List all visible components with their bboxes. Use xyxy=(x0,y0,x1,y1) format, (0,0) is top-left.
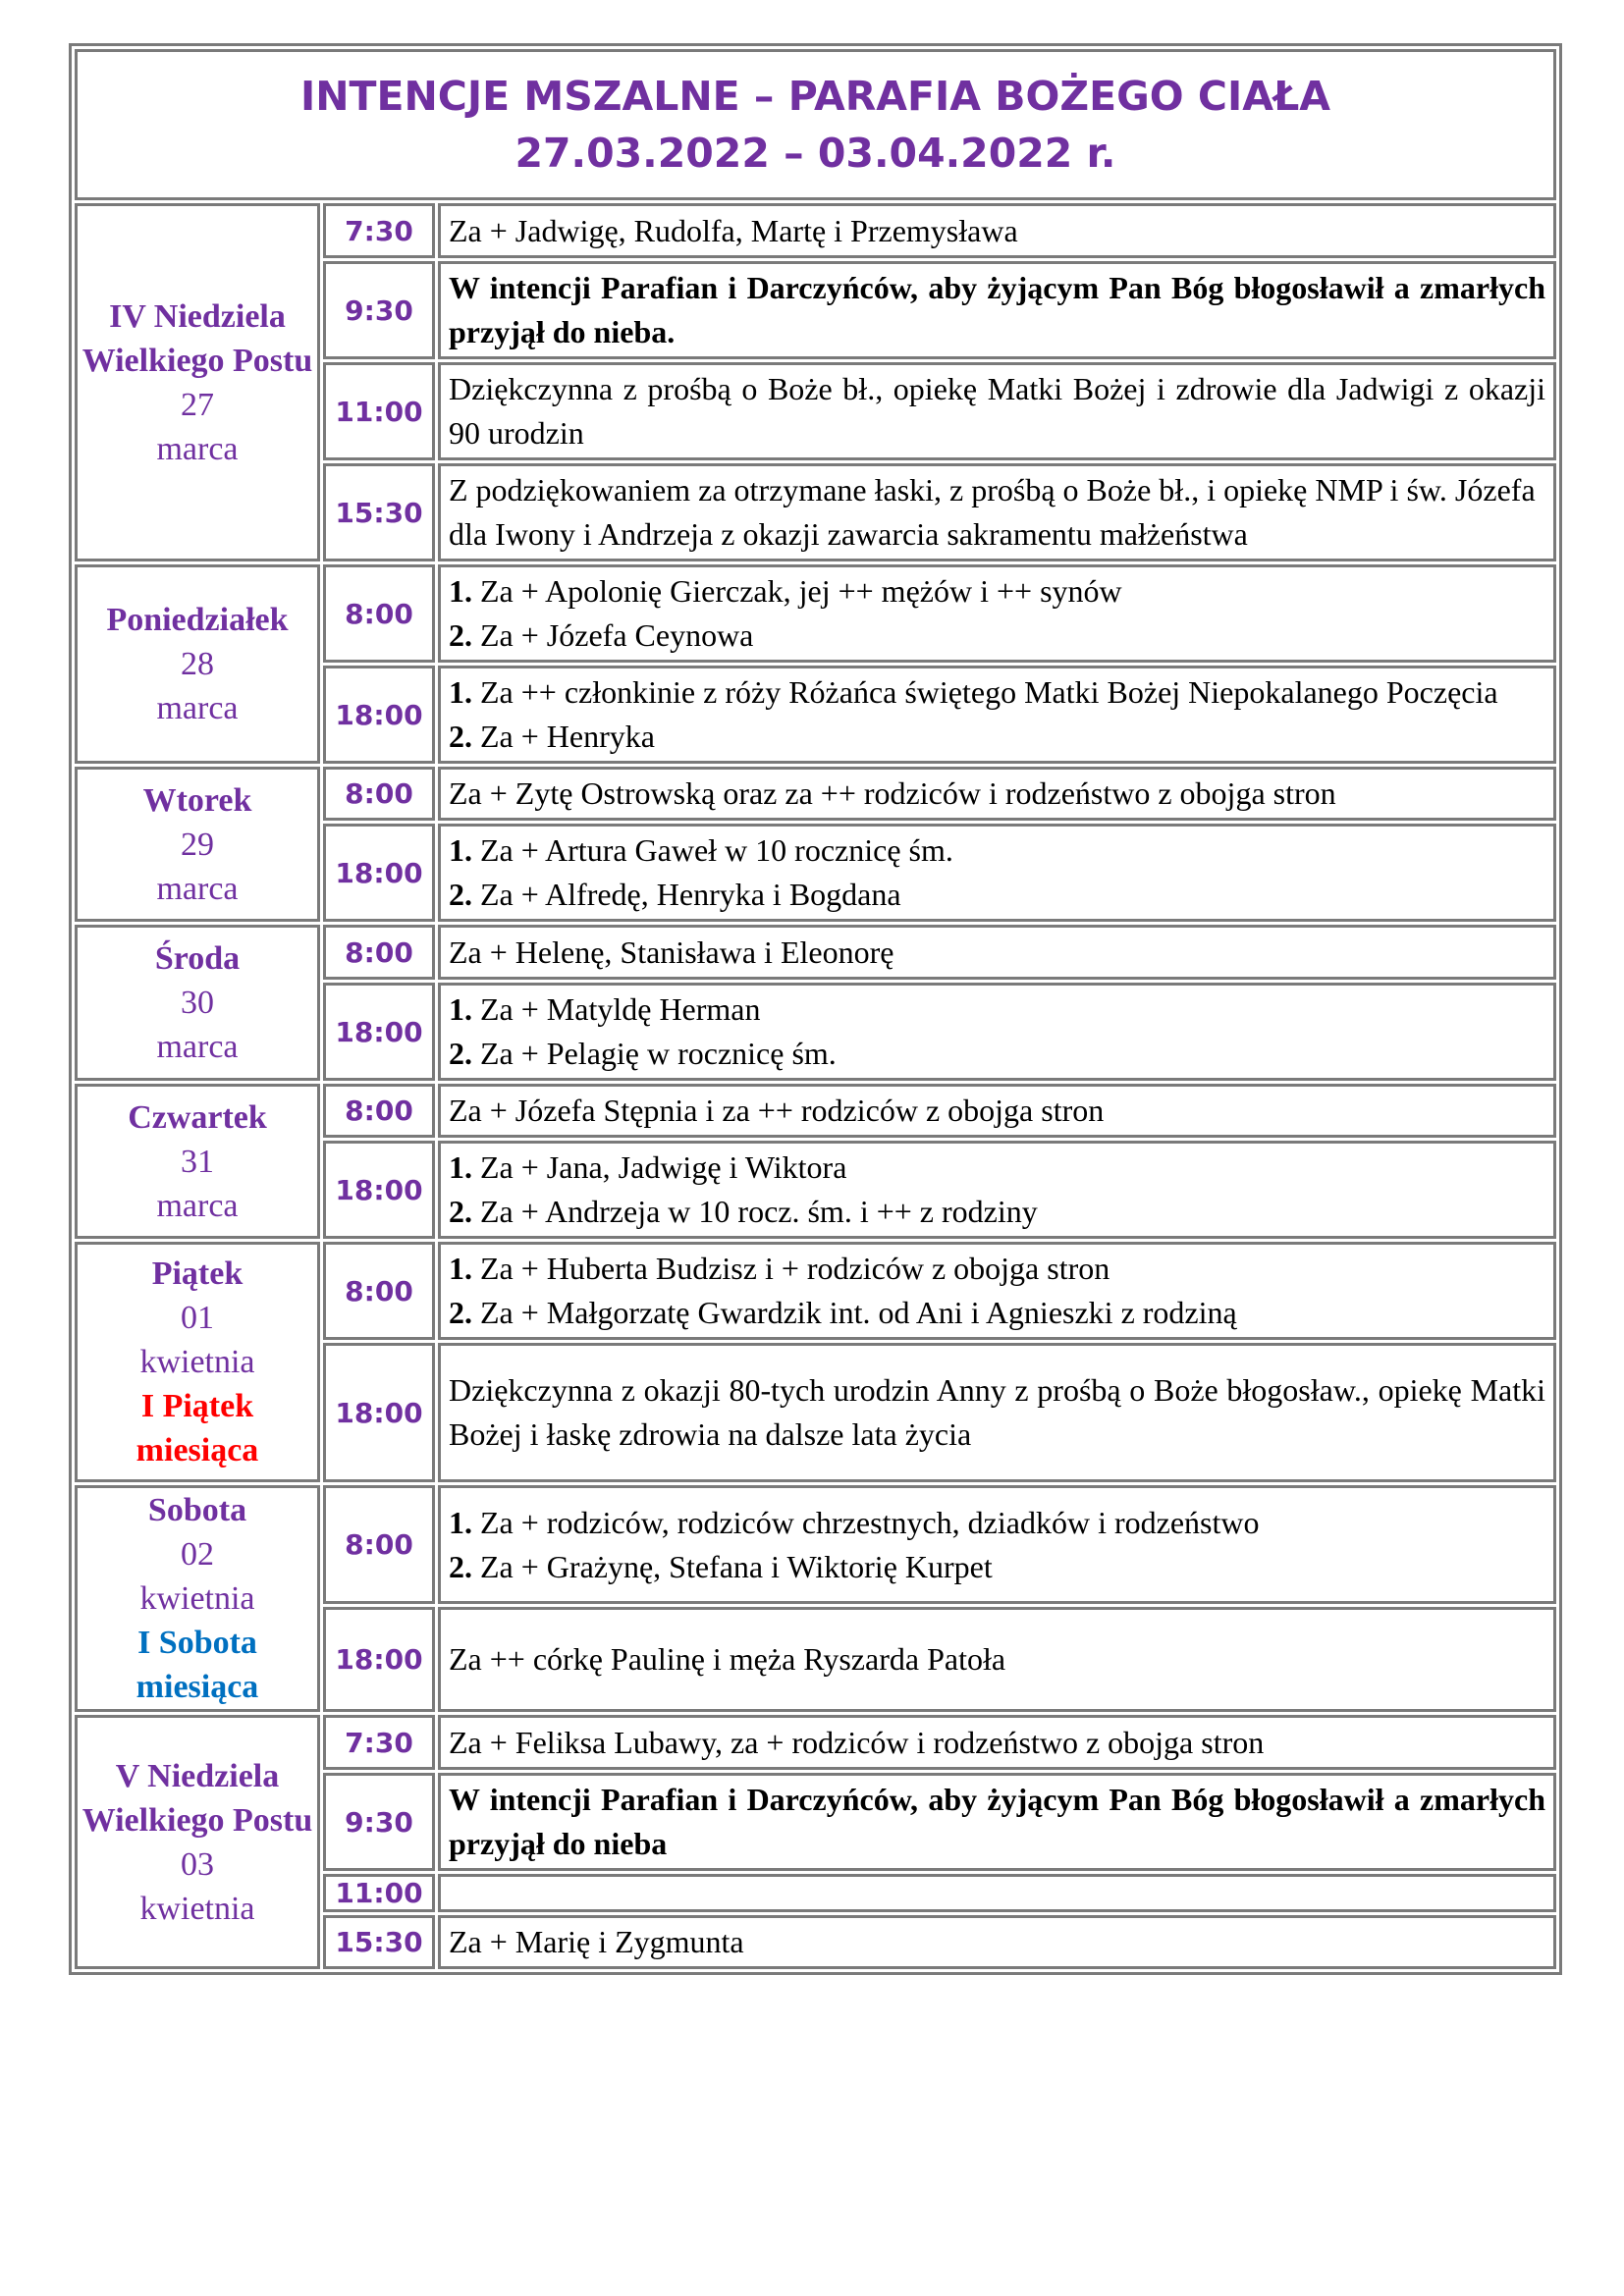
intention-item xyxy=(449,209,1545,253)
intention-item xyxy=(449,1501,1545,1545)
intention-text: Za + Alfredę, Henryka i Bogdana xyxy=(472,877,901,912)
intention-text: W intencji Parafian i Darczyńców, aby żyjącym Pan Bóg błogosławił a zmarłych przyjął do nieba. xyxy=(449,270,1545,349)
day-date: 01 xyxy=(181,1300,214,1336)
intention-text: Za + Matyldę Herman xyxy=(472,991,761,1027)
intention-text: Za + Zytę Ostrowską oraz za ++ rodziców i rodzeństwo z obojga stron xyxy=(449,775,1336,811)
mass-row xyxy=(75,1084,1556,1138)
day-date: 02 xyxy=(181,1536,214,1573)
intention-text: Za ++ członkinie z róży Różańca świętego Matki Bożej Niepokalanego Poczęcia xyxy=(472,674,1498,710)
day-month: kwietnia xyxy=(139,1890,255,1927)
intention-item xyxy=(449,1032,1545,1076)
day-name: Sobota xyxy=(147,1492,247,1528)
day-cell xyxy=(75,1485,320,1712)
page-title: INTENCJE MSZALNE – PARAFIA BOŻEGO CIAŁA xyxy=(299,73,1331,120)
mass-row xyxy=(75,1242,1556,1340)
intention-number: 2. xyxy=(449,1548,472,1584)
intention-item xyxy=(449,1545,1545,1589)
intention-item xyxy=(449,1291,1545,1335)
mass-time: 7:30 xyxy=(323,203,435,258)
date-range: 27.03.2022 – 03.04.2022 r. xyxy=(514,130,1116,177)
intention-item xyxy=(449,569,1545,614)
intention-cell xyxy=(438,925,1556,980)
intention-text: Dziękczynna z okazji 80-tych urodzin Anny z prośbą o Boże błogosław., opiekę Matki Bożej i łaskę zdrowia na dalsze lata życia xyxy=(449,1372,1545,1452)
mass-time: 8:00 xyxy=(323,767,435,821)
intention-item xyxy=(449,1637,1545,1682)
intention-number: 1. xyxy=(449,674,472,710)
day-cell xyxy=(75,1715,320,1969)
day-name: Poniedziałek xyxy=(106,602,289,638)
intention-item xyxy=(449,1247,1545,1291)
intention-text: Za + Feliksa Lubawy, za + rodziców i rodzeństwo z obojga stron xyxy=(449,1724,1265,1760)
mass-time: 18:00 xyxy=(323,824,435,922)
intention-text: Za + Marię i Zygmunta xyxy=(449,1924,744,1959)
intention-number: 1. xyxy=(449,1149,472,1185)
mass-time: 8:00 xyxy=(323,925,435,980)
intention-item xyxy=(449,1920,1545,1964)
mass-time: 8:00 xyxy=(323,1485,435,1604)
mass-time: 18:00 xyxy=(323,1607,435,1712)
mass-row xyxy=(75,767,1556,821)
day-month: kwietnia xyxy=(139,1580,255,1617)
day-name: Wtorek xyxy=(142,781,252,819)
intention-cell xyxy=(438,824,1556,922)
intention-text: Za + Artura Gaweł w 10 rocznicę śm. xyxy=(472,832,953,868)
intentions-table xyxy=(69,43,1562,1975)
mass-time: 9:30 xyxy=(323,261,435,359)
intention-number: 2. xyxy=(449,719,472,754)
intention-text: Za + Henryka xyxy=(472,719,655,754)
intention-item xyxy=(449,614,1545,658)
intention-cell xyxy=(438,564,1556,663)
intention-text: Za + rodziców, rodziców chrzestnych, dziadków i rodzeństwo xyxy=(472,1504,1260,1540)
intention-cell xyxy=(438,1715,1556,1770)
intention-cell xyxy=(438,767,1556,821)
intention-text: Za + Andrzeja w 10 rocz. śm. i ++ z rodziny xyxy=(472,1194,1038,1229)
day-date: 30 xyxy=(181,985,214,1021)
table-body xyxy=(75,49,1556,1969)
intention-item xyxy=(449,1721,1545,1765)
intention-item xyxy=(449,828,1545,873)
intention-text: Z podziękowaniem za otrzymane łaski, z prośbą o Boże bł., i opiekę NMP i św. Józefa dla Iwony i Andrzeja z okazji zawarcia sakramentu małżeństwa xyxy=(449,472,1536,552)
intention-number: 1. xyxy=(449,991,472,1027)
intention-cell xyxy=(438,1242,1556,1340)
intention-text: Za + Pelagię w rocznicę śm. xyxy=(472,1036,837,1071)
day-special-badge: I Piątek miesiąca xyxy=(135,1388,259,1468)
mass-time: 9:30 xyxy=(323,1773,435,1871)
intention-cell xyxy=(438,463,1556,561)
intention-number: 1. xyxy=(449,1504,472,1540)
intention-text: Za + Huberta Budzisz i + rodziców z obojga stron xyxy=(472,1251,1110,1286)
day-date: 31 xyxy=(181,1143,214,1180)
mass-time: 18:00 xyxy=(323,666,435,764)
intention-item xyxy=(449,715,1545,759)
day-special-badge: I Sobota miesiąca xyxy=(135,1625,259,1705)
intention-text: Za + Jadwigę, Rudolfa, Martę i Przemysława xyxy=(449,212,1018,248)
intention-cell xyxy=(438,203,1556,258)
day-name: V Niedziela Wielkiego Postu xyxy=(81,1757,313,1839)
intention-text: Za + Helenę, Stanisława i Eleonorę xyxy=(449,934,894,970)
intention-text: W intencji Parafian i Darczyńców, aby żyjącym Pan Bóg błogosławił a zmarłych przyjął do nieba xyxy=(449,1782,1545,1861)
day-cell xyxy=(75,1084,320,1239)
intention-text: Za + Małgorzatę Gwardzik int. od Ani i Agnieszki z rodziną xyxy=(472,1295,1237,1330)
intention-text: Za + Józefa Ceynowa xyxy=(472,617,754,653)
day-cell xyxy=(75,925,320,1081)
day-date: 27 xyxy=(181,386,214,423)
intention-cell xyxy=(438,666,1556,764)
mass-time: 18:00 xyxy=(323,983,435,1081)
intention-item xyxy=(449,1089,1545,1133)
day-month: marca xyxy=(156,1187,239,1224)
intention-cell xyxy=(438,1485,1556,1604)
intention-text: Za + Apolonię Gierczak, jej ++ mężów i ++ synów xyxy=(472,573,1122,609)
mass-row xyxy=(75,203,1556,258)
mass-time: 7:30 xyxy=(323,1715,435,1770)
intention-text: Za + Grażynę, Stefana i Wiktorię Kurpet xyxy=(472,1548,993,1584)
intention-item xyxy=(449,670,1545,715)
intention-text: Za + Jana, Jadwigę i Wiktora xyxy=(472,1149,847,1185)
day-cell xyxy=(75,1242,320,1482)
mass-time: 8:00 xyxy=(323,564,435,663)
mass-time: 8:00 xyxy=(323,1242,435,1340)
day-cell xyxy=(75,767,320,922)
intention-cell xyxy=(438,362,1556,460)
intention-cell xyxy=(438,1773,1556,1871)
day-cell xyxy=(75,564,320,764)
title-row xyxy=(75,49,1556,200)
mass-time: 11:00 xyxy=(323,1874,435,1912)
intention-text: Za + Józefa Stępnia i za ++ rodziców z obojga stron xyxy=(449,1093,1105,1128)
title-cell xyxy=(75,49,1556,200)
intention-cell xyxy=(438,1874,1556,1912)
mass-row xyxy=(75,564,1556,663)
day-date: 03 xyxy=(181,1845,214,1883)
intention-cell xyxy=(438,1607,1556,1712)
intention-item xyxy=(449,988,1545,1032)
intention-number: 2. xyxy=(449,1295,472,1330)
intention-number: 1. xyxy=(449,832,472,868)
intention-item xyxy=(449,1146,1545,1190)
intention-number: 2. xyxy=(449,877,472,912)
intention-item xyxy=(449,931,1545,975)
day-month: marca xyxy=(156,870,239,907)
intention-text: Dziękczynna z prośbą o Boże bł., opiekę Matki Bożej i zdrowie dla Jadwigi z okazji 90 urodzin xyxy=(449,371,1545,451)
day-cell xyxy=(75,203,320,561)
day-month: marca xyxy=(156,690,239,726)
day-month: kwietnia xyxy=(139,1344,255,1380)
intention-cell xyxy=(438,1343,1556,1482)
mass-time: 18:00 xyxy=(323,1343,435,1482)
day-name: Środa xyxy=(154,940,241,977)
intention-number: 2. xyxy=(449,1194,472,1229)
intention-number: 2. xyxy=(449,617,472,653)
mass-time: 11:00 xyxy=(323,362,435,460)
mass-row xyxy=(75,1485,1556,1604)
mass-time: 8:00 xyxy=(323,1084,435,1138)
mass-time: 18:00 xyxy=(323,1141,435,1239)
day-name: Piątek xyxy=(151,1255,244,1292)
day-date: 29 xyxy=(181,826,214,863)
intention-cell xyxy=(438,1915,1556,1969)
mass-row xyxy=(75,1715,1556,1770)
day-date: 28 xyxy=(181,646,214,682)
intention-cell xyxy=(438,261,1556,359)
intention-cell xyxy=(438,1084,1556,1138)
intention-number: 2. xyxy=(449,1036,472,1071)
mass-time: 15:30 xyxy=(323,463,435,561)
mass-time: 15:30 xyxy=(323,1915,435,1969)
mass-row xyxy=(75,925,1556,980)
day-month: marca xyxy=(156,1029,239,1065)
intention-number: 1. xyxy=(449,1251,472,1286)
day-month: marca xyxy=(156,430,239,467)
day-name: Czwartek xyxy=(128,1098,267,1136)
intention-item xyxy=(449,1190,1545,1234)
intention-cell xyxy=(438,983,1556,1081)
day-name: IV Niedziela Wielkiego Postu xyxy=(81,297,313,379)
intention-item xyxy=(449,873,1545,917)
intention-cell xyxy=(438,1141,1556,1239)
intention-text: Za ++ córkę Paulinę i męża Ryszarda Patoła xyxy=(449,1641,1006,1678)
intention-number: 1. xyxy=(449,573,472,609)
intention-item xyxy=(449,772,1545,816)
